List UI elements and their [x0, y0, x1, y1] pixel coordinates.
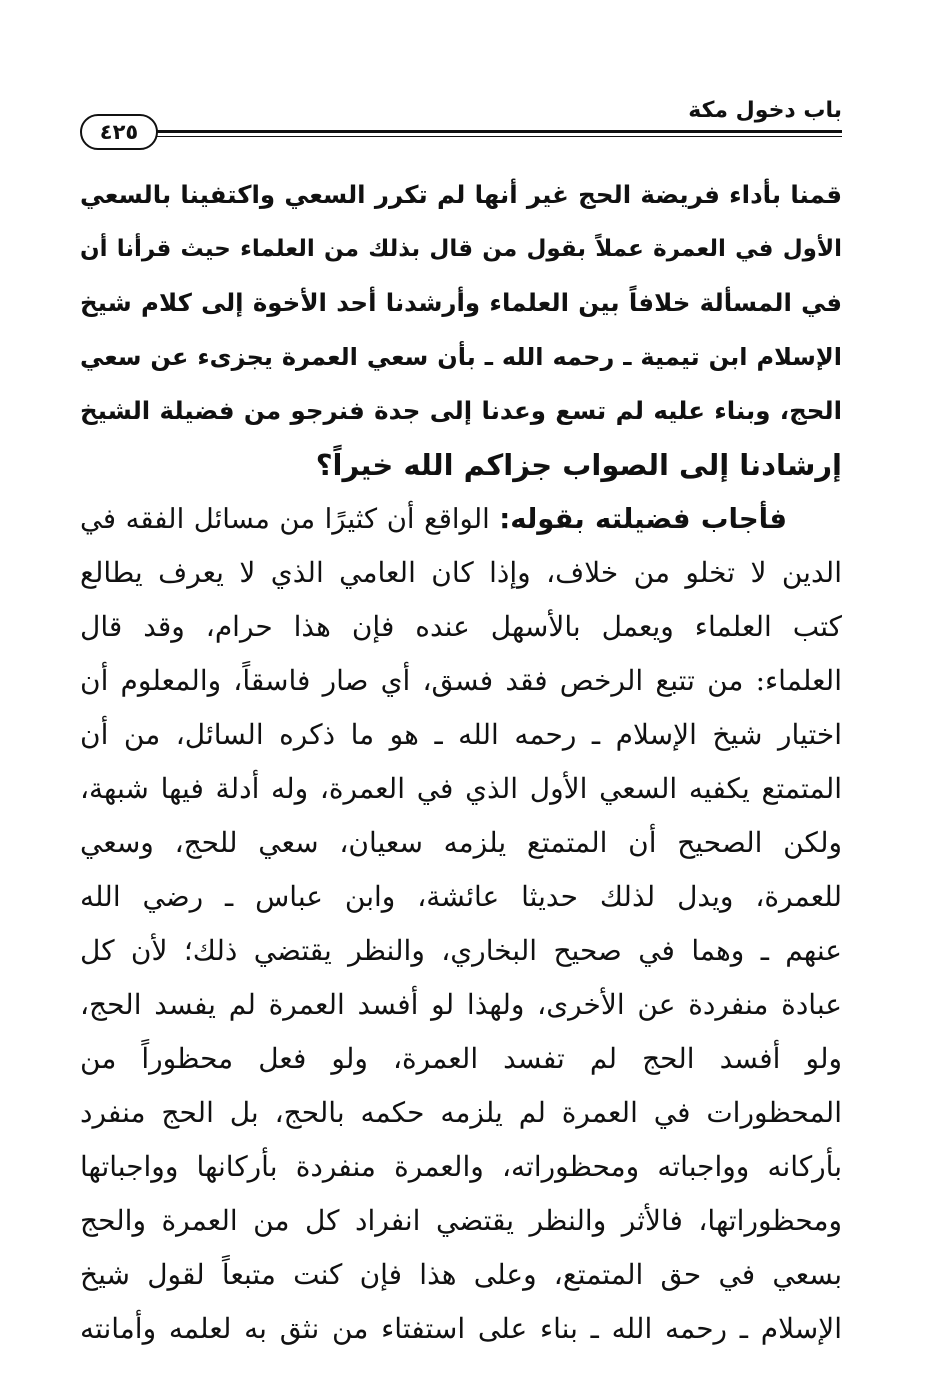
answer-paragraph [80, 492, 842, 1356]
text-line: كتب العلماء ويعمل بالأسهل عنده فإن هذا حرام، وقد قال [80, 610, 842, 643]
text-line: ولكن الصحيح أن المتمتع يلزمه سعيان، سعي للحج، وسعي [80, 826, 842, 859]
text-line: بسعي في حق المتمتع، وعلى هذا فإن كنت متبعاً لقول شيخ [80, 1258, 842, 1291]
page-number: ٤٢٥ [80, 114, 158, 150]
text-line: في المسألة خلافاً بين العلماء وأرشدنا أحد الأخوة إلى كلام شيخ [80, 288, 842, 317]
text-line: الإسلام ـ رحمه الله ـ بناء على استفتاء من نثق به لعلمه وأمانته [80, 1312, 842, 1345]
text-line: عنهم ـ وهما في صحيح البخاري، والنظر يقتضي ذلك؛ لأن كل [80, 934, 842, 967]
text-line: إرشادنا إلى الصواب جزاكم الله خيراً؟ [315, 448, 842, 482]
text-line: المحظورات في العمرة لم يلزمه حكمه بالحج، بل الحج منفرد [80, 1096, 842, 1129]
question-paragraph [80, 168, 842, 492]
answer-lead: فأجاب فضيلته بقوله: [499, 503, 787, 535]
text-line: ولو أفسد الحج لم تفسد العمرة، ولو فعل محظوراً من [80, 1042, 842, 1075]
chapter-title: باب دخول مكة [688, 98, 842, 123]
text-line: الإسلام ابن تيمية ـ رحمه الله ـ بأن سعي العمرة يجزىء عن سعي [80, 343, 842, 371]
text-line: اختيار شيخ الإسلام ـ رحمه الله ـ هو ما ذكره السائل، من أن [80, 718, 842, 751]
answer-first-line-rest: الواقع أن كثيرًا من مسائل الفقه في [80, 503, 500, 535]
text-line: الحج، وبناء عليه لم تسع وعدنا إلى جدة فنرجو من فضيلة الشيخ [80, 396, 842, 425]
text-line: عبادة منفردة عن الأخرى، ولهذا لو أفسد العمرة لم يفسد الحج، [80, 988, 842, 1021]
header-rule [152, 130, 842, 137]
text-line: للعمرة، ويدل لذلك حديثا عائشة، وابن عباس ـ رضي الله [80, 880, 842, 913]
text-line: العلماء: من تتبع الرخص فقد فسق، أي صار فاسقاً، والمعلوم أن [80, 664, 842, 697]
text-line: الدين لا تخلو من خلاف، وإذا كان العامي الذي لا يعرف يطالع [80, 556, 842, 589]
text-line: المتمتع يكفيه السعي الأول الذي في العمرة، وله أدلة فيها شبهة، [80, 772, 842, 805]
text-line: بأركانه وواجباته ومحظوراته، والعمرة منفردة بأركانها وواجباتها [80, 1150, 842, 1183]
text-line: ومحظوراتها، فالأثر والنظر يقتضي انفراد كل من العمرة والحج [80, 1204, 842, 1237]
text-line: قمنا بأداء فريضة الحج غير أنها لم تكرر السعي واكتفينا بالسعي [80, 180, 842, 209]
answer-first-line [80, 492, 842, 546]
text-line: الأول في العمرة عملاً بقول من قال بذلك من العلماء حيث قرأنا أن [80, 236, 842, 262]
running-header [80, 96, 842, 156]
body-text [80, 168, 842, 1356]
